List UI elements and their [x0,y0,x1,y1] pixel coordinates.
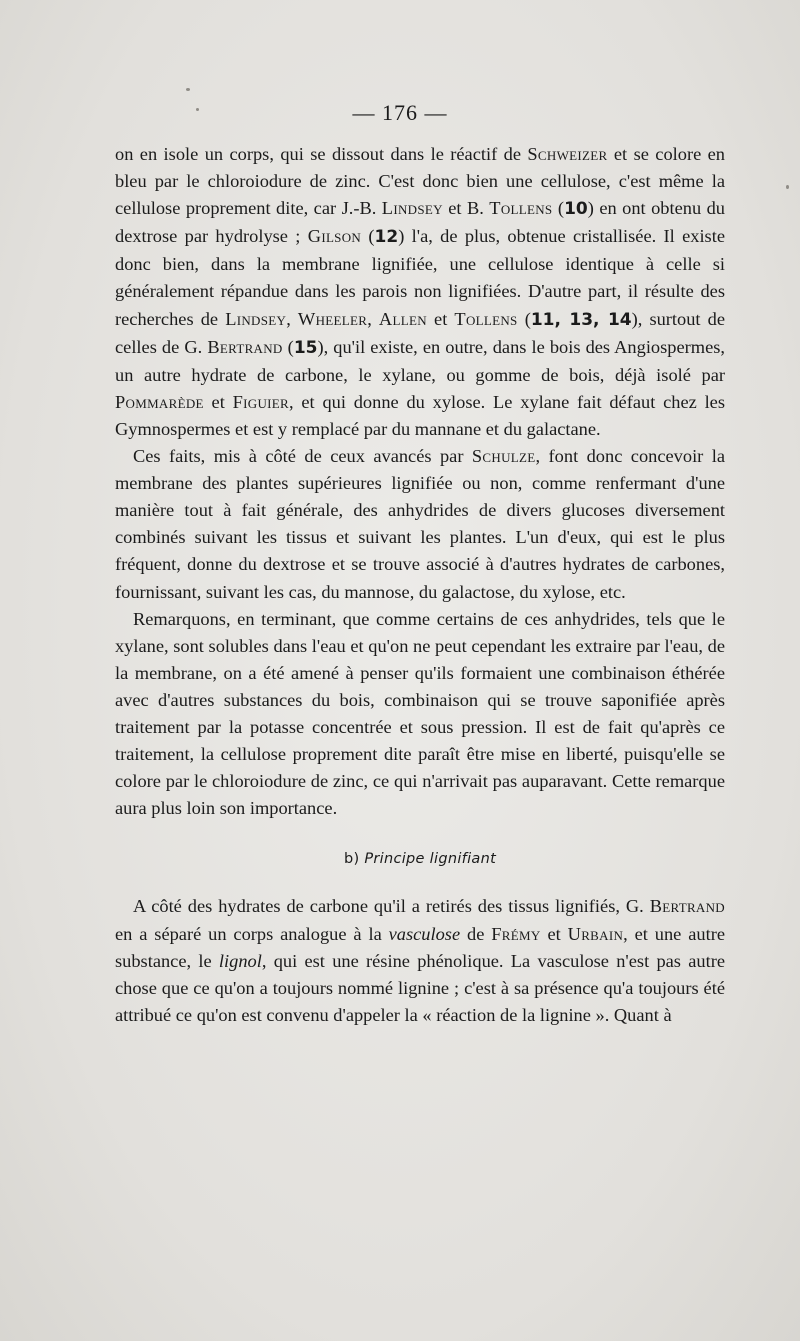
text-run: , font donc concevoir la membrane des plantes supérieures lignifiée ou non, comme renfermant d'une manière tout à fait générale, des anhydrides de divers glucoses diversement combinés suivant les tissus et suivant les plantes. L'un d'eux, qui est le plus fréquent, donne du dextrose et se trouve associé à d'autres hydrates de carbones, fournissant, suivant les cas, du mannose, du galactose, du xylose, etc. [115,446,726,602]
text-run: ( [552,198,565,219]
text-run: , et une autre substance, le [115,923,725,971]
text-run: on en isole un corps, qui se dissout dans le réactif de [115,144,528,164]
author-name: Gilson [307,226,362,247]
author-name: Bertrand [207,336,283,357]
text-run: et [540,923,568,944]
text-run: , et qui donne du xylose. Le xylane fait défaut chez les Gymnospermes et est y remplacé par du mannane et du galactane. [115,391,725,439]
author-name: Urbain [567,923,624,944]
author-name: Lindsey [225,308,287,329]
text-run: et [203,391,233,412]
text-run: ), qu'il existe, en outre, dans le bois des Angiospermes, un autre hydrate de carbone, le xylane, ou gomme de bois, déjà isolé par [115,336,725,385]
author-name: Schulze [471,446,536,467]
paper-speck [186,88,190,91]
body-text [115,141,725,1029]
text-run: de [460,923,492,944]
section-label: b) [343,851,360,868]
text-run: et B. [442,198,490,219]
author-name: Figuier [232,391,289,412]
reference-number: 11, 13, 14 [530,309,632,330]
text-run: ) en ont obtenu du dextrose par hydrolyse ; [115,198,725,247]
text-run: et se colore en bleu par le chloroiodure de zinc. C'est donc bien une cellulose, c'est même la cellulose proprement dite, car J.-B. [115,144,725,219]
reference-number: 15 [293,337,318,358]
author-name: Tollens [454,308,518,329]
reference-number: 10 [564,199,588,220]
section-heading [115,846,725,873]
text-run: , [367,308,379,329]
text-run: ) l'a, de plus, obtenue cristallisée. Il existe donc bien, dans la membrane lignifiée, une cellulose identique à celle si généralement répandue dans les parois non lignifiées. D'autre part, il résulte des recherches de [115,226,725,329]
author-name: Pommarède [115,391,204,412]
text-run: ( [517,308,531,329]
paragraph-1 [115,141,725,443]
text-run: Ces faits, mis à côté de ceux avancés par [133,446,472,467]
author-name: Lindsey [381,198,443,219]
text-run: ( [361,226,375,247]
page-number: — 176 — [352,100,448,125]
section-title: Principe lignifiant [364,851,497,868]
text-run: et [426,308,455,329]
author-name: Bertrand [649,896,725,917]
paragraph-4 [115,893,725,1028]
paper-speck [786,185,789,189]
author-name: Schweizer [527,144,608,164]
text-run: , [286,308,298,329]
text-run: ( [282,336,294,357]
reference-number: 12 [374,227,399,248]
italic-term: lignol [218,950,262,971]
paragraph-3: Remarquons, en terminant, que comme certains de ces anhydrides, tels que le xylane, sont solubles dans l'eau et qu'on ne peut cependant les extraire par l'eau, de la membrane, on a été amené à penser qu'ils formaient une combinaison éthérée avec d'autres substances du bois, combinaison qui se trouve saponifiée après traitement par la potasse concentrée et sous pression. Il est de fait qu'après ce traitement, la cellulose proprement dite paraît être mise en liberté, puisqu'elle se colore par le chloroiodure de zinc, ce qui n'arrivait pas auparavant. Cette remarque aura plus loin son importance. [115,608,725,819]
text-run: ), surtout de celles de G. [115,308,725,357]
author-name: Allen [378,308,427,329]
text-run: , qui est une résine phénolique. La vasculose n'est pas autre chose que ce qu'on a toujours nommé lignine ; c'est à sa présence qu'a toujours été attribué ce qu'on est convenu d'appeler la « réaction de la lignine ». Quant à [115,950,725,1025]
text-run: en a séparé un corps analogue à la [115,923,389,944]
paragraph-2 [115,443,725,606]
author-name: Wheeler [297,308,368,329]
author-name: Frémy [491,923,541,944]
italic-term: vasculose [388,923,461,944]
text-run: A côté des hydrates de carbone qu'il a retirés des tissus lignifiés, G. [133,896,650,917]
author-name: Tollens [489,198,553,219]
